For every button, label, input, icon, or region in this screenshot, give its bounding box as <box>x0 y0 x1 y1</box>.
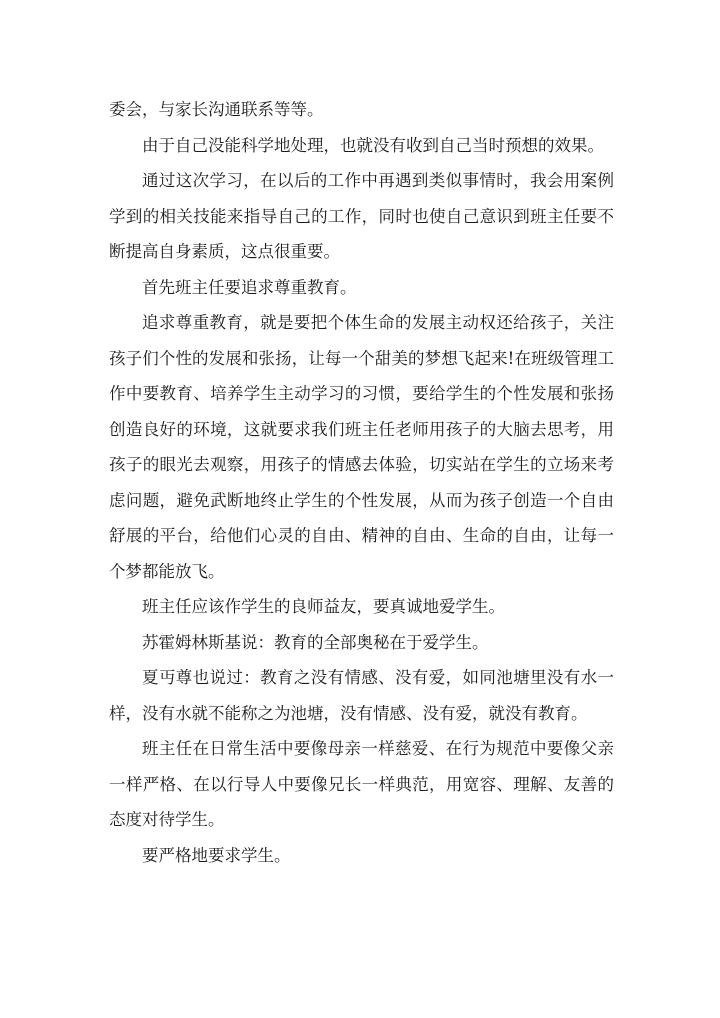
paragraph: 委会，与家长沟通联系等等。 <box>109 100 324 119</box>
paragraph: 班主任在日常生活中要像母亲一样慈爱、在行为规范中要像父亲一样严格、在以行导人中要像兄长一样典范，用宽容、理解、友善的态度对待学生。 <box>109 739 614 829</box>
paragraph: 夏丏尊也说过：教育之没有情感、没有爱，如同池塘里没有水一样，没有水就不能称之为池塘，没有情感、没有爱，就没有教育。 <box>109 668 614 723</box>
paragraph: 班主任应该作学生的良师益友，要真诚地爱学生。 <box>142 597 505 616</box>
paragraph: 由于自己没能科学地处理，也就没有收到自己当时预想的效果。 <box>142 135 604 155</box>
document-body <box>109 92 614 873</box>
paragraph: 追求尊重教育，就是要把个体生命的发展主动权还给孩子，关注孩子们个性的发展和张扬，让每一个甜美的梦想飞起来!在班级管理工作中要教育、培养学生主动学习的习惯，要给学生的个性发展和张扬创造良好的环境，这就要求我们班主任老师用孩子的大脑去思考，用孩子的眼光去观察，用孩子的情感去体验，切实站在学生的立场来考虑问题，避免武断地终止学生的个性发展，从而为孩子创造一个自由舒展的平台，给他们心灵的自由、精神的自由、生命的自由，让每一个梦都能放飞。 <box>109 313 614 581</box>
paragraph: 首先班主任要追求尊重教育。 <box>142 277 357 297</box>
paragraph: 通过这次学习，在以后的工作中再遇到类似事情时，我会用案例学到的相关技能来指导自己的工作，同时也使自己意识到班主任要不断提高自身素质，这点很重要。 <box>109 171 614 261</box>
paragraph: 要严格地要求学生。 <box>142 845 291 865</box>
paragraph: 苏霍姆林斯基说：教育的全部奥秘在于爱学生。 <box>142 632 489 652</box>
